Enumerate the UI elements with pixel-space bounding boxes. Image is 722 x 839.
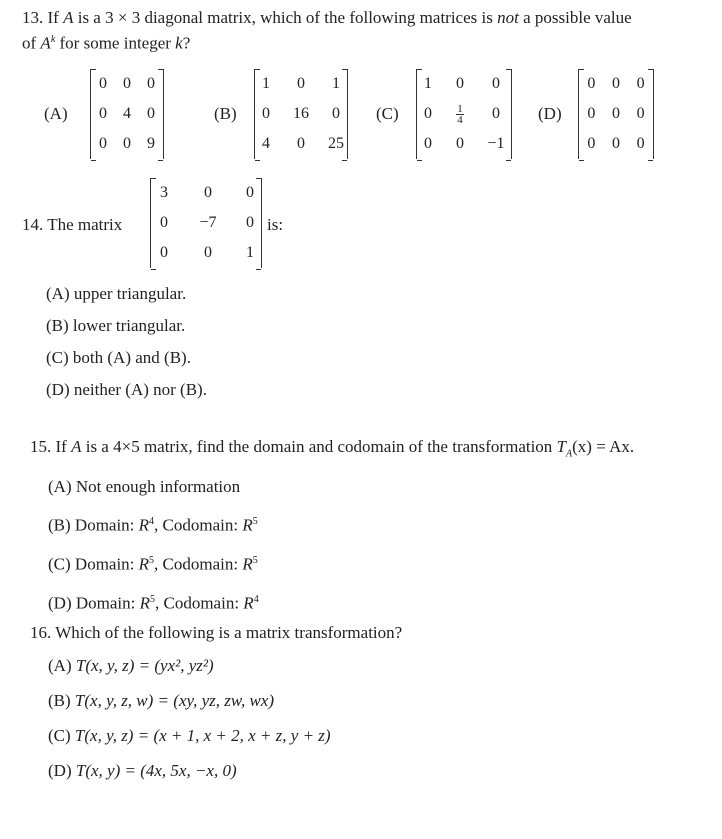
choice-16-c[interactable]: (C) T(x, y, z) = (x + 1, x + 2, x + z, y + z)	[48, 726, 331, 745]
question-16	[30, 620, 720, 786]
question-13-line-1: 13. If A is a 3 × 3 diagonal matrix, which of the following matrices is not a possible value	[22, 8, 632, 27]
choice-14-a[interactable]: (A) upper triangular.	[46, 284, 187, 303]
question-14-lead: 14. The matrix	[22, 215, 123, 234]
matrix-a: 0 0 0 0 4 0 0 0 9	[90, 69, 164, 159]
question-16-choices	[48, 648, 722, 788]
question-13-options: (A) 0 0 0 0 4 0 0 0 9 (B) 1 0 1 0 16 0 4 0 25 (C) 1 0 0 0 $\frac{1}{4}$ 0 0 0 −1 (D) 0 0 0 0 0 0 0 0 0	[22, 67, 722, 167]
choice-14-b[interactable]: (B) lower triangular.	[46, 316, 186, 335]
choice-16-d[interactable]: (D) T(x, y) = (4x, 5x, −x, 0)	[48, 761, 237, 780]
matrix-14: 3 0 0 0 −7 0 0 0 1	[150, 178, 262, 268]
matrix-b: 1 0 1 0 16 0 4 0 25	[254, 69, 348, 159]
choice-15-d[interactable]: (D) Domain: $R^5$, Codomain: $R^4$	[48, 593, 259, 613]
matrix-c: 1 0 0 0 $\frac{1}{4}$ 0 0 0 −1	[416, 69, 512, 159]
question-14-choices	[46, 278, 207, 406]
question-14	[22, 178, 712, 278]
question-15	[30, 434, 720, 618]
fraction-one-quarter: $\frac{1}{4}$	[457, 102, 463, 126]
question-15-choices	[48, 469, 722, 620]
matrix-d: 0 0 0 0 0 0 0 0 0	[578, 69, 654, 159]
choice-14-d[interactable]: (D) neither (A) nor (B).	[46, 380, 207, 399]
choice-16-a[interactable]: (A) T(x, y, z) = (yx², yz²)	[48, 656, 214, 675]
choice-16-b[interactable]: (B) T(x, y, z, w) = (xy, yz, zw, wx)	[48, 691, 274, 710]
question-13	[22, 7, 712, 152]
choice-15-a[interactable]: (A) Not enough information	[48, 477, 241, 497]
choice-15-b[interactable]: (B) Domain: $R^4$, Codomain: $R^5$	[48, 516, 258, 536]
question-13-line-2: of $A^k$ for some integer k?	[22, 33, 191, 53]
question-14-trail: is:	[267, 215, 284, 234]
question-15-head: 15. If A is a 4×5 matrix, find the domain and codomain of the transformation $T_A(x) = Ax$.	[30, 437, 635, 460]
choice-14-c[interactable]: (C) both (A) and (B).	[46, 348, 191, 367]
choice-15-c[interactable]: (C) Domain: $R^5$, Codomain: $R^5$	[48, 554, 258, 574]
question-16-head: 16. Which of the following is a matrix transformation?	[30, 623, 403, 642]
